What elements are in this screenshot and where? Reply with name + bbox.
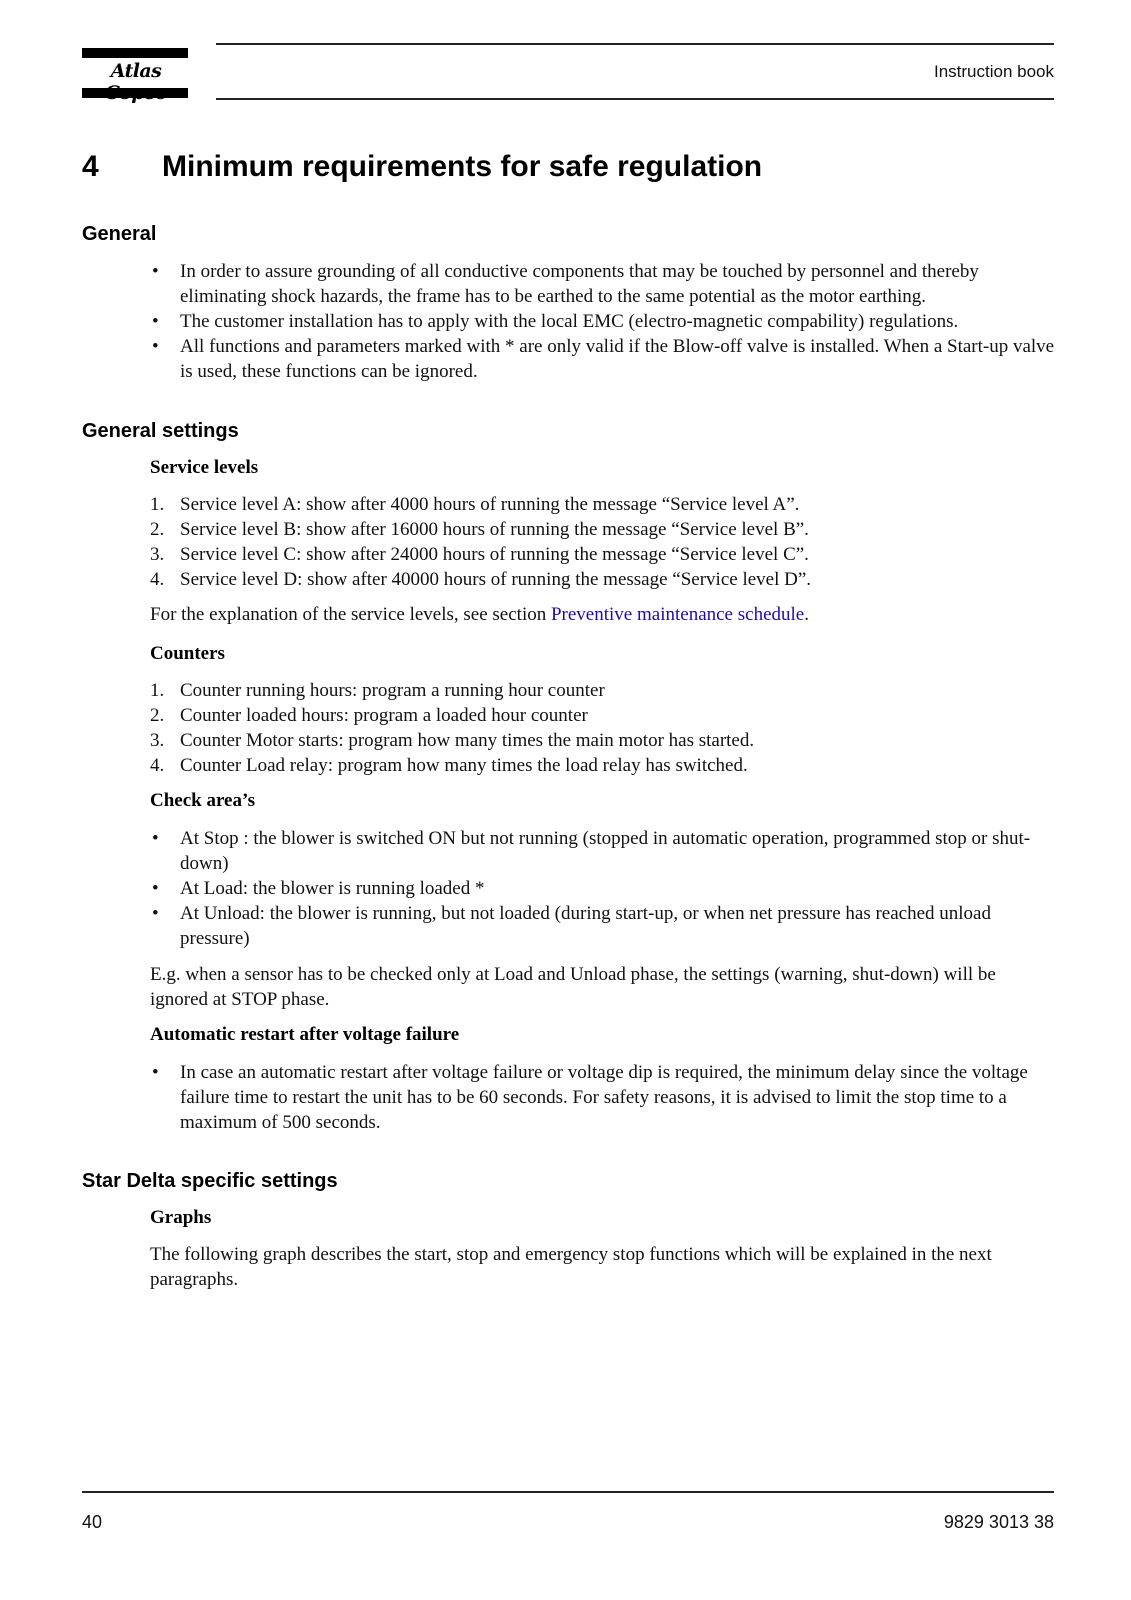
list-item: 2. Service level B: show after 16000 hours of running the message “Service level B”. <box>150 519 809 540</box>
footer-rule <box>82 1491 1054 1493</box>
bullet-marker: • <box>152 1062 159 1083</box>
bullet-marker: • <box>152 261 159 282</box>
check-areas-list <box>150 826 1055 951</box>
list-item: 2. Counter loaded hours: program a loaded hour counter <box>150 705 588 726</box>
subheading-counters: Counters <box>150 643 225 664</box>
header-doc-type: Instruction book <box>933 62 1054 81</box>
counters-list <box>150 678 1055 778</box>
chapter-number: 4 <box>82 150 99 183</box>
graphs-description: The following graph describes the start, stop and emergency stop functions which will be explained in the next paragraphs. <box>150 1244 992 1290</box>
bullet-marker: • <box>152 903 159 924</box>
service-levels-list <box>150 492 1055 592</box>
subheading-auto-restart: Automatic restart after voltage failure <box>150 1024 460 1045</box>
list-item: • At Load: the blower is running loaded * <box>152 878 485 899</box>
header-rule-bottom <box>216 98 1054 100</box>
page-number: 40 <box>82 1512 103 1532</box>
list-item: 4. Counter Load relay: program how many times the load relay has switched. <box>150 755 748 776</box>
subheading-check-areas: Check area’s <box>150 790 256 811</box>
subheading-service-levels: Service levels <box>150 457 259 478</box>
list-item: • In case an automatic restart after voltage failure or voltage dip is required, the minimum delay since the voltage failure time to restart the unit has to be 60 seconds. For safety reasons, it is advised to limit the stop time to a maximum of 500 seconds. <box>152 1062 1028 1133</box>
list-item: • All functions and parameters marked with * are only valid if the Blow-off valve is installed. When a Start-up valve is used, these functions can be ignored. <box>152 336 1055 382</box>
preventive-maintenance-link[interactable]: Preventive maintenance schedule <box>550 604 805 625</box>
document-number: 9829 3013 38 <box>943 1512 1054 1532</box>
chapter-title: Minimum requirements for safe regulation <box>162 150 763 183</box>
section-heading-star-delta: Star Delta specific settings <box>82 1170 338 1192</box>
logo-bar-top <box>82 48 188 58</box>
header-rule-top <box>216 43 1054 45</box>
logo-bar-bottom <box>82 88 188 98</box>
list-item: • At Stop : the blower is switched ON but not running (stopped in automatic operation, programmed stop or shut-down) <box>152 828 1031 874</box>
auto-restart-list <box>150 1060 1055 1135</box>
list-item: 1. Counter running hours: program a running hour counter <box>150 680 605 701</box>
subheading-graphs: Graphs <box>150 1207 212 1228</box>
bullet-marker: • <box>152 311 159 332</box>
service-levels-explanation: For the explanation of the service levels, see section Preventive maintenance schedule. <box>150 604 809 625</box>
list-item: 3. Counter Motor starts: program how many times the main motor has started. <box>150 730 755 751</box>
list-item: 4. Service level D: show after 40000 hours of running the message “Service level D”. <box>150 569 812 590</box>
section-heading-general-settings: General settings <box>82 420 239 442</box>
check-areas-note: E.g. when a sensor has to be checked only at Load and Unload phase, the settings (warning, shut-down) will be ignored at STOP phase. <box>150 964 996 1010</box>
list-item: 3. Service level C: show after 24000 hours of running the message “Service level C”. <box>150 544 809 565</box>
general-bullet-list <box>150 259 1055 384</box>
list-item: 1. Service level A: show after 4000 hours of running the message “Service level A”. <box>150 494 800 515</box>
bullet-marker: • <box>152 878 159 899</box>
list-item: • At Unload: the blower is running, but not loaded (during start-up, or when net pressure has reached unload pressure) <box>152 903 991 949</box>
bullet-marker: • <box>152 828 159 849</box>
section-heading-general: General <box>82 223 157 245</box>
list-item: • The customer installation has to apply with the local EMC (electro-magnetic compability) regulations. <box>152 311 959 332</box>
bullet-marker: • <box>152 336 159 357</box>
list-item: • In order to assure grounding of all conductive components that may be touched by personnel and thereby eliminating shock hazards, the frame has to be earthed to the same potential as the motor earthing. <box>152 261 979 307</box>
logo-wordmark: Atlas <box>110 60 162 82</box>
